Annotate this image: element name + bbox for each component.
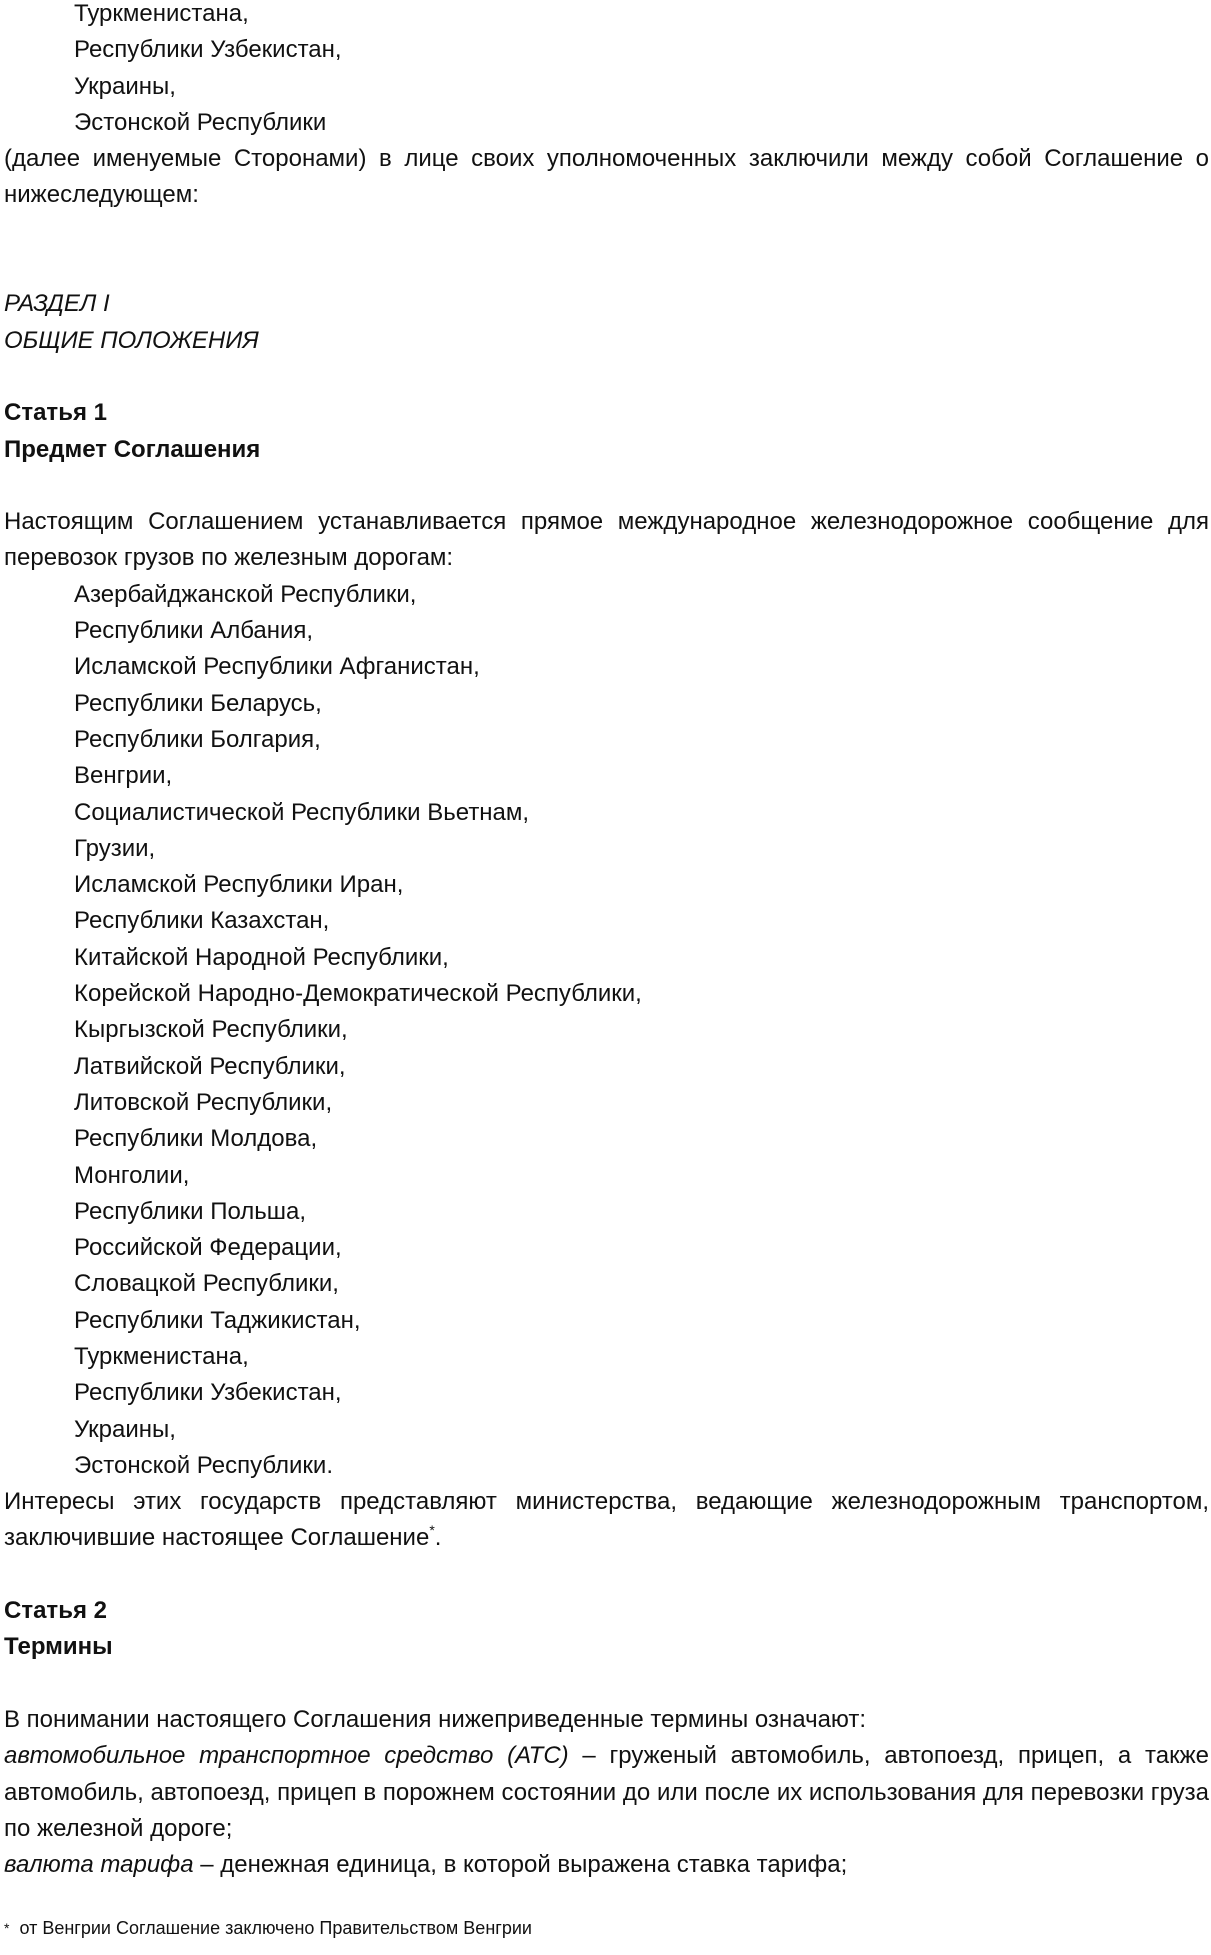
country-item: Монголии, <box>74 1161 190 1189</box>
intro-paragraph-line: нижеследующем: <box>4 181 199 209</box>
spacer <box>4 359 1209 395</box>
country-item: Республики Таджикистан, <box>74 1306 361 1334</box>
country-item: Республики Болгария, <box>74 725 321 753</box>
term-definition: – денежная единица, в которой выражена ставка тарифа; <box>193 1851 848 1879</box>
country-item: Литовской Республики, <box>74 1088 333 1116</box>
footnote-reference[interactable]: * <box>429 1522 435 1539</box>
country-line: Туркменистана, <box>74 0 249 27</box>
country-item: Республики Польша, <box>74 1197 307 1225</box>
term-definition-line <box>4 1738 1209 1774</box>
spacer <box>4 214 1209 287</box>
country-item: Китайской Народной Республики, <box>74 943 449 971</box>
section-title: ОБЩИЕ ПОЛОЖЕНИЯ <box>4 326 259 354</box>
term-definition-line: автомобиль, автопоезд, прицеп в порожнем состоянии до или после их использования для перевозки груза <box>4 1778 1209 1806</box>
country-item: Российской Федерации, <box>74 1234 342 1262</box>
footnote-text: от Венгрии Соглашение заключено Правительством Венгрии <box>19 1918 532 1938</box>
country-item: Социалистической Республики Вьетнам, <box>74 798 530 826</box>
country-list <box>4 577 1209 1484</box>
spacer <box>4 1666 1209 1702</box>
article-1-title: Предмет Соглашения <box>4 435 261 463</box>
article-2-title: Термины <box>4 1633 113 1661</box>
footnote <box>4 1914 532 1942</box>
article-1-closing-line <box>4 1520 1209 1556</box>
term-label: автомобильное транспортное средство (АТС) <box>4 1742 569 1770</box>
country-item: Корейской Народно-Демократической Республики, <box>74 980 642 1008</box>
term-definition-line: по железной дороге; <box>4 1814 233 1842</box>
article-1-closing-line: Интересы этих государств представляют министерства, ведающие железнодорожным транспортом, <box>4 1488 1209 1516</box>
country-item: Грузии, <box>74 834 156 862</box>
country-item: Эстонской Республики. <box>74 1451 333 1479</box>
term-definition: – груженый автомобиль, автопоезд, прицеп, а также <box>568 1742 1210 1770</box>
closing-period: . <box>434 1524 442 1552</box>
country-item: Латвийской Республики, <box>74 1052 346 1080</box>
country-item: Исламской Республики Афганистан, <box>74 653 480 681</box>
country-item: Венгрии, <box>74 762 173 790</box>
country-item: Республики Албания, <box>74 617 314 645</box>
country-item: Республики Казахстан, <box>74 907 330 935</box>
country-item: Республики Молдова, <box>74 1125 318 1153</box>
country-item: Исламской Республики Иран, <box>74 871 404 899</box>
country-line: Республики Узбекистан, <box>74 36 342 64</box>
intro-paragraph-line: (далее именуемые Сторонами) в лице своих уполномоченных заключили между собой Соглашение о <box>4 145 1209 173</box>
spacer <box>4 468 1209 504</box>
document-page <box>4 0 1209 1883</box>
country-item: Республики Беларусь, <box>74 689 322 717</box>
country-item: Словацкой Республики, <box>74 1270 339 1298</box>
article-2-number: Статья 2 <box>4 1597 107 1625</box>
spacer <box>4 1557 1209 1593</box>
country-item: Кыргызской Республики, <box>74 1016 348 1044</box>
country-item: Украины, <box>74 1415 176 1443</box>
section-number: РАЗДЕЛ I <box>4 290 110 318</box>
article-2-intro: В понимании настоящего Соглашения нижеприведенные термины означают: <box>4 1705 867 1733</box>
term-label: валюта тарифа <box>4 1851 194 1879</box>
country-line: Эстонской Республики <box>74 108 327 136</box>
country-item: Азербайджанской Республики, <box>74 580 417 608</box>
country-item: Туркменистана, <box>74 1342 249 1370</box>
country-line: Украины, <box>74 72 176 100</box>
country-item: Республики Узбекистан, <box>74 1379 342 1407</box>
article-1-number: Статья 1 <box>4 399 107 427</box>
footnote-mark: * <box>4 1920 10 1936</box>
closing-text: заключившие настоящее Соглашение <box>4 1524 430 1552</box>
article-1-paragraph-line: перевозок грузов по железным дорогам: <box>4 544 454 572</box>
article-1-paragraph-line: Настоящим Соглашением устанавливается прямое международное железнодорожное сообщение для <box>4 508 1209 536</box>
term-definition-line <box>4 1847 1209 1883</box>
